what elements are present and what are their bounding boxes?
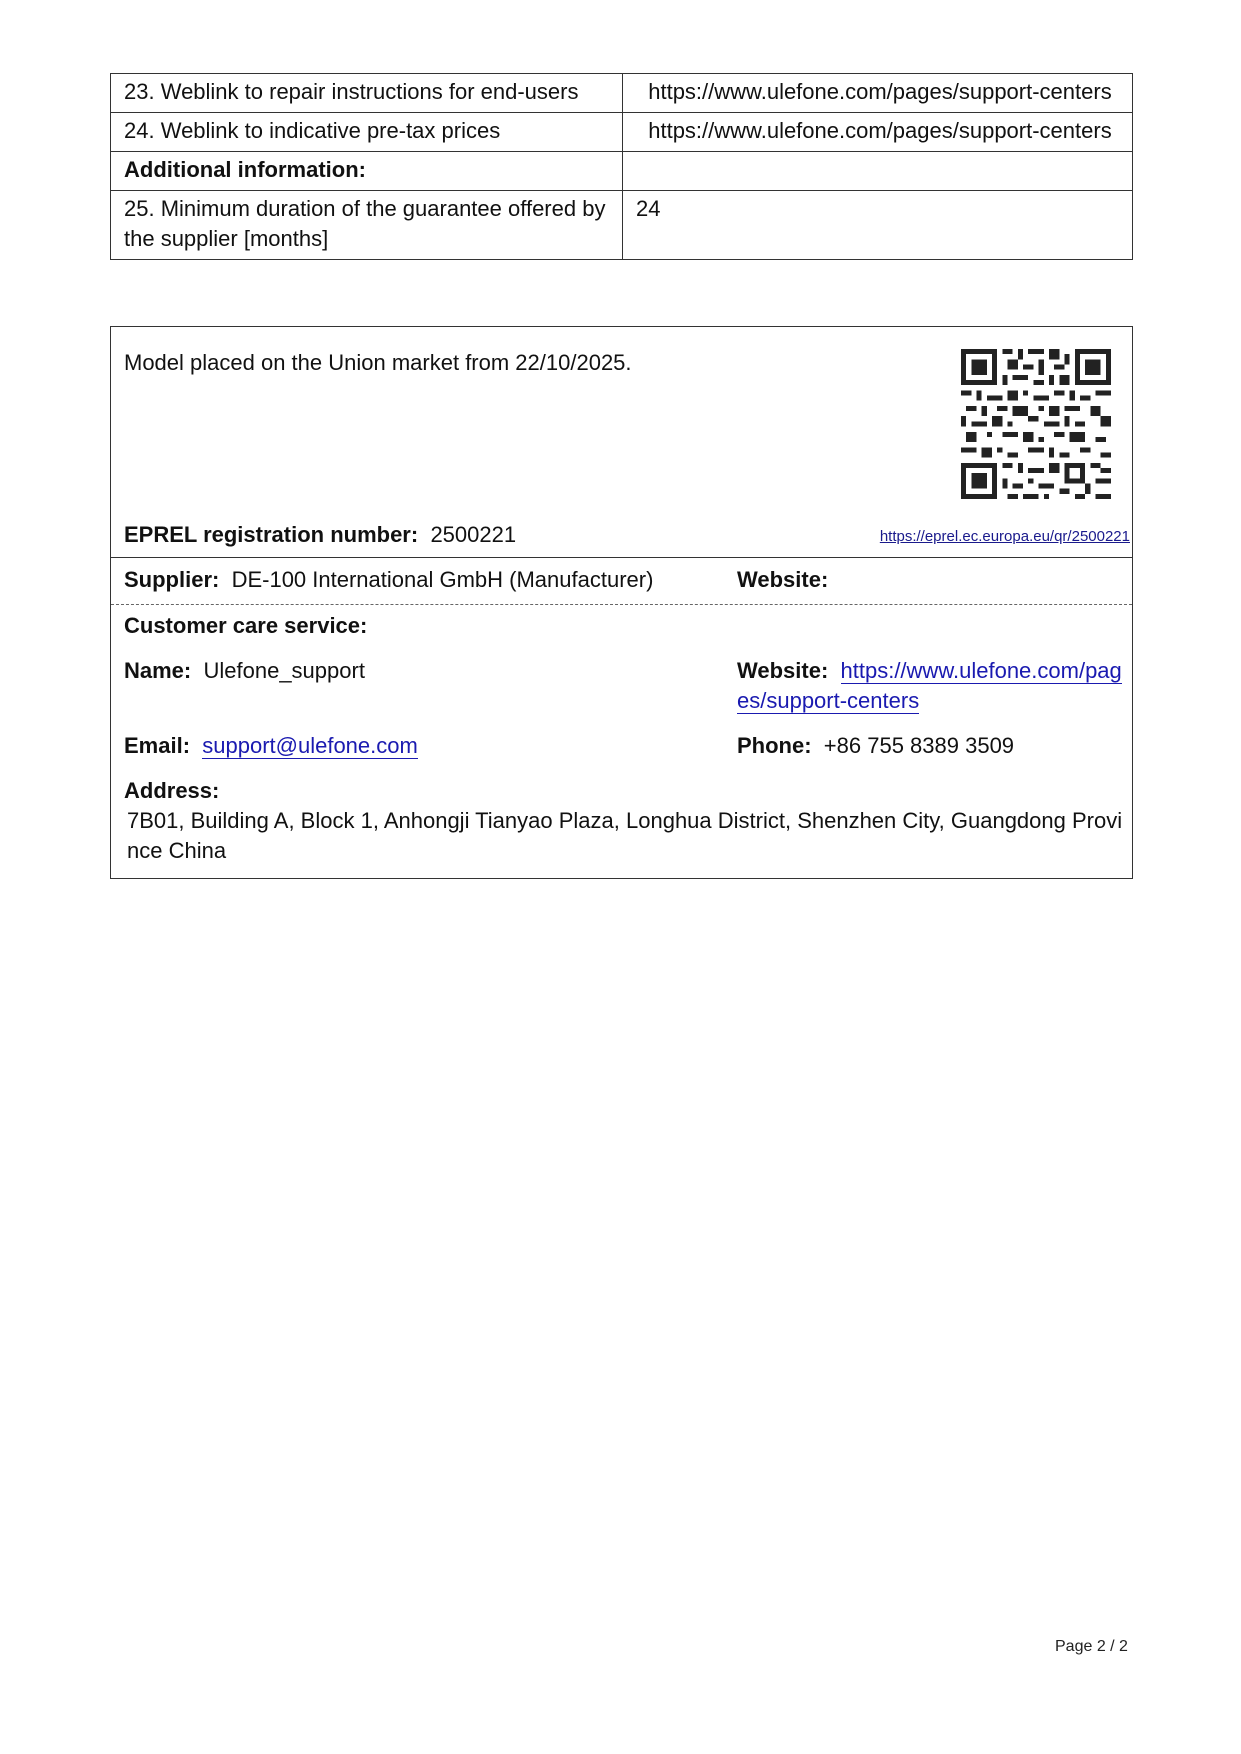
spec-table <box>110 73 1133 260</box>
care-name-value: Ulefone_support <box>203 658 365 683</box>
dashed-divider <box>111 604 1132 605</box>
supplier-row <box>124 565 653 595</box>
table-row <box>111 152 1133 191</box>
product-info-box <box>110 326 1133 879</box>
care-website-label: Website: <box>737 658 829 683</box>
eprel-registration <box>124 520 516 550</box>
row-24-label: 24. Weblink to indicative pre-tax prices <box>111 113 623 152</box>
table-row <box>111 191 1133 260</box>
care-phone-label: Phone: <box>737 733 812 758</box>
care-website-row <box>737 656 1127 716</box>
divider <box>111 557 1132 558</box>
eprel-label: EPREL registration number: <box>124 522 419 547</box>
care-phone-row <box>737 731 1014 761</box>
address-value: 7B01, Building A, Block 1, Anhongji Tianyao Plaza, Longhua District, Shenzhen City, Guangdong Province China <box>127 808 1123 863</box>
care-website-link[interactable]: https://www.ulefone.com/pages/support-centers <box>737 658 1122 713</box>
page-number: Page 2 / 2 <box>1055 1638 1128 1655</box>
care-email-label: Email: <box>124 733 191 758</box>
customer-care-heading: Customer care service: <box>124 613 368 638</box>
qr-code-icon[interactable] <box>961 349 1111 499</box>
address-label: Address: <box>124 778 220 803</box>
care-email-link[interactable]: support@ulefone.com <box>202 733 418 758</box>
supplier-label: Supplier: <box>124 567 220 592</box>
row-23-label: 23. Weblink to repair instructions for end-users <box>111 74 623 113</box>
care-email-row <box>124 731 418 761</box>
care-name-label: Name: <box>124 658 192 683</box>
care-phone-value: +86 755 8389 3509 <box>823 733 1015 758</box>
care-name-row <box>124 656 365 686</box>
row-25-value: 24 <box>623 191 1133 260</box>
table-row <box>111 74 1133 113</box>
additional-info-value <box>623 152 1133 191</box>
row-25-label: 25. Minimum duration of the guarantee offered by the supplier [months] <box>111 191 623 260</box>
eprel-link[interactable]: https://eprel.ec.europa.eu/qr/2500221 <box>879 528 1130 545</box>
eprel-number: 2500221 <box>430 522 517 547</box>
row-23-value[interactable]: https://www.ulefone.com/pages/support-centers <box>623 74 1133 113</box>
market-date-text: Model placed on the Union market from 22/10/2025. <box>124 350 632 375</box>
supplier-website-label: Website: <box>737 567 829 592</box>
supplier-value: DE-100 International GmbH (Manufacturer) <box>231 567 654 592</box>
additional-info-heading: Additional information: <box>111 152 623 191</box>
table-row <box>111 113 1133 152</box>
row-24-value[interactable]: https://www.ulefone.com/pages/support-centers <box>623 113 1133 152</box>
